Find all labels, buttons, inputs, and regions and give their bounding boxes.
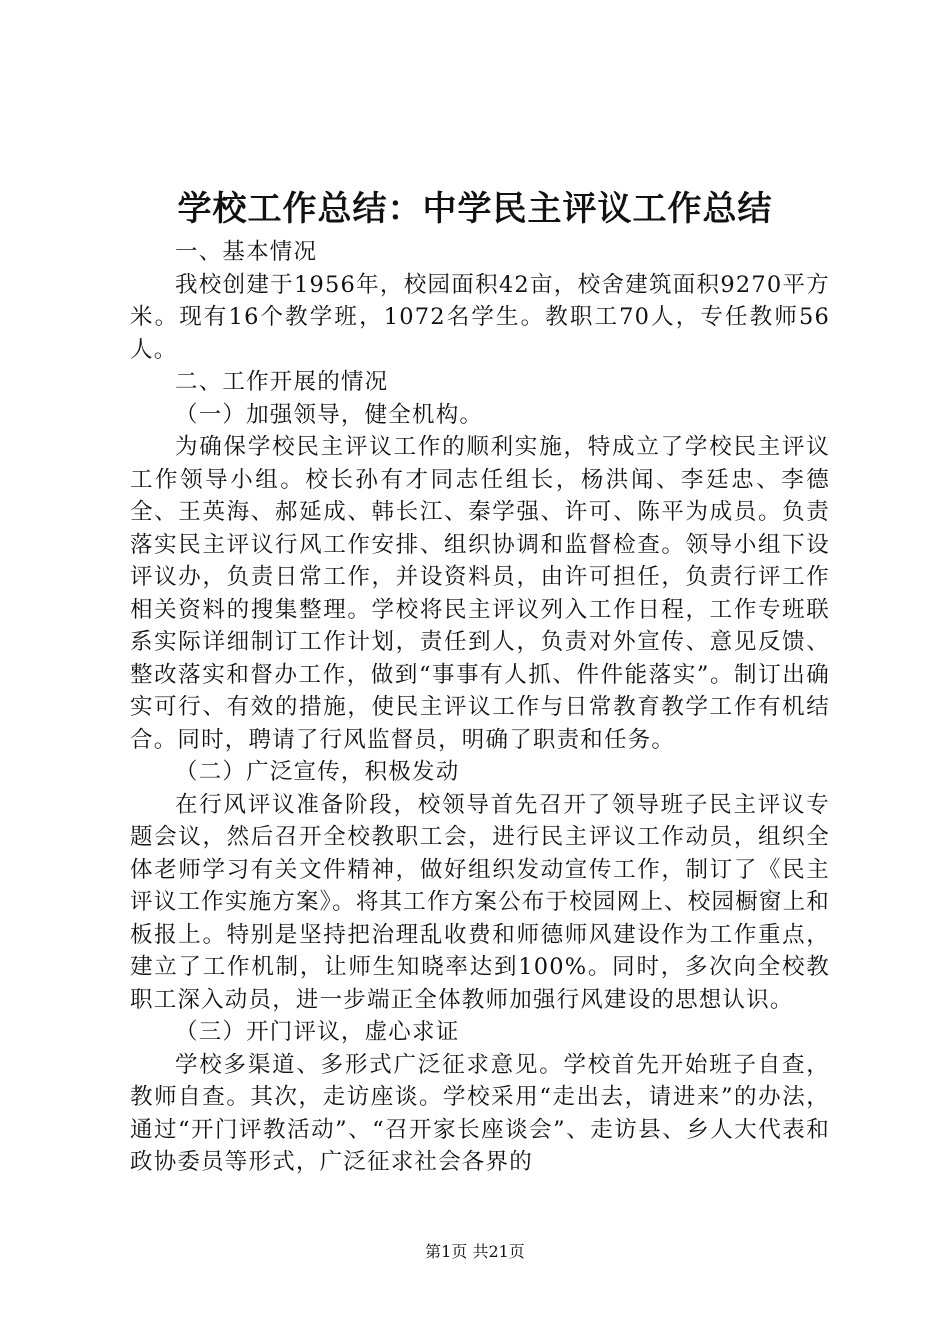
section-heading-basic: 一、基本情况 — [175, 239, 318, 265]
section-heading-work: 二、工作开展的情况 — [175, 369, 389, 395]
paragraph-publicity: 在行风评议准备阶段，校领导首先召开了领导班子民主评议专题会议，然后召开全校教职工会，进行民主评议工作动员，组织全体老师学习有关文件精神，做好组织发动宣传工作，制订了《民主评议工作实施方案》。将其工作方案公布于校园网上、校园橱窗上和板报上。特别是坚持把治理乱收费和师德师风建设作为工作重点，建立了工作机制，让师生知晓率达到100%。同时，多次向全校教职工深入动员，进一步端正全体教师加强行风建设的思想认识。 — [130, 791, 830, 1013]
paragraph-open-review: 学校多渠道、多形式广泛征求意见。学校首先开始班子自查，教师自查。其次，走访座谈。学校采用“走出去，请进来”的办法，通过“开门评教活动”、“召开家长座谈会”、走访县、乡人大代表和政协委员等形式，广泛征求社会各界的 — [130, 1051, 830, 1175]
subheading-open-review: （三）开门评议，虚心求证 — [175, 1019, 460, 1045]
paragraph-leadership: 为确保学校民主评议工作的顺利实施，特成立了学校民主评议工作领导小组。校长孙有才同志任组长，杨洪闻、李廷忠、李德全、王英海、郝延成、韩长江、秦学强、许可、陈平为成员。负责落实民主评议行风工作安排、组织协调和监督检查。领导小组下设评议办，负责日常工作，并设资料员，由许可担任，负责行评工作相关资料的搜集整理。学校将民主评议列入工作日程，工作专班联系实际详细制订工作计划，责任到人，负责对外宣传、意见反馈、整改落实和督办工作，做到“事事有人抓、件件能落实”。制订出确实可行、有效的措施，使民主评议工作与日常教育教学工作有机结合。同时，聘请了行风监督员，明确了职责和任务。 — [130, 434, 830, 753]
document-title: 学校工作总结：中学民主评议工作总结 — [177, 189, 773, 229]
page-number-footer: 第1页 共21页 — [425, 1242, 525, 1261]
subheading-leadership: （一）加强领导，健全机构。 — [175, 401, 484, 428]
subheading-publicity: （二）广泛宣传，积极发动 — [175, 759, 460, 785]
document-body — [130, 236, 830, 1179]
paragraph-basic-info: 我校创建于1956年，校园面积42亩，校舍建筑面积9270平方米。现有16个教学班，1072名学生。教职工70人，专任教师56人。 — [130, 271, 830, 363]
